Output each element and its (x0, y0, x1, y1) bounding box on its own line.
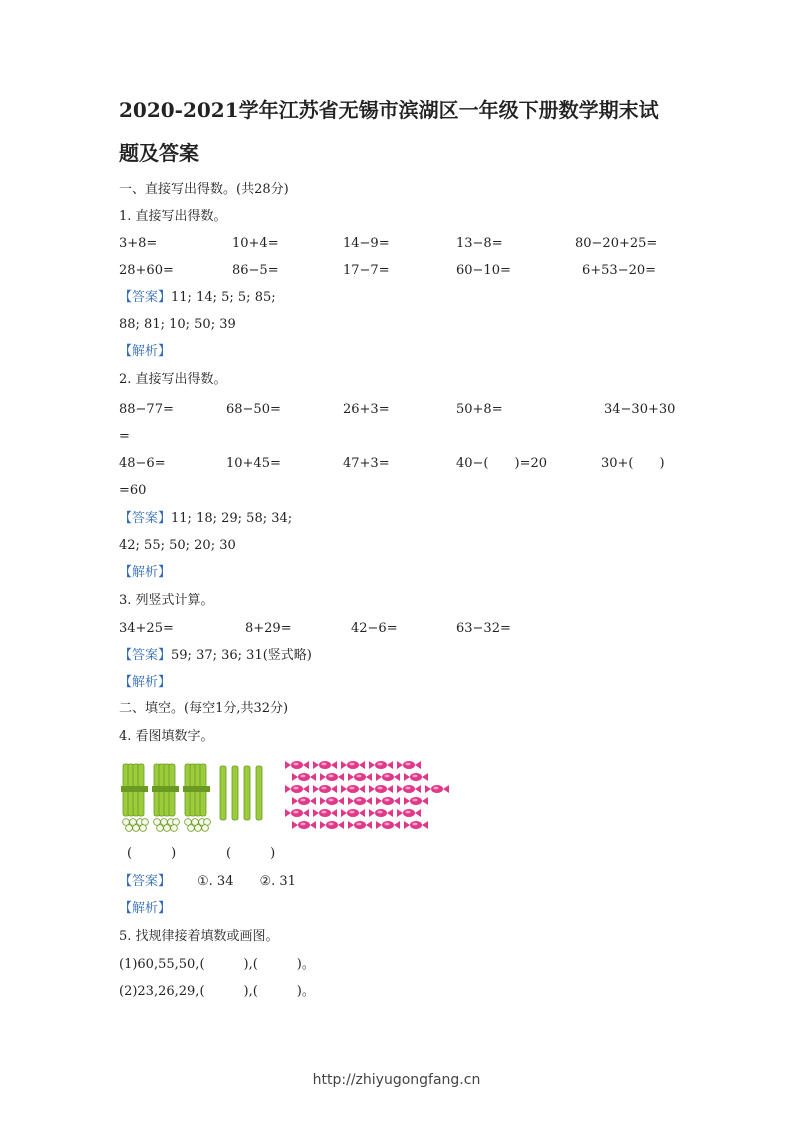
candy (404, 773, 428, 781)
candy (348, 797, 372, 805)
candy (404, 821, 428, 829)
q1-expr: 10+4= (232, 236, 279, 251)
candy (292, 773, 316, 781)
q1-analysis-label: 【解析】 (119, 344, 172, 359)
q3-expr: 8+29= (245, 621, 292, 636)
q1-stem: 1. 直接写出得数。 (119, 209, 227, 224)
q2-expr-wrap: =60 (119, 483, 147, 498)
q3-expr: 42−6= (351, 621, 398, 636)
single-stick (232, 766, 238, 820)
candy (341, 785, 365, 793)
q2-expr: 26+3= (343, 402, 390, 417)
answer-label: 【答案】 (119, 511, 172, 526)
candy (348, 821, 372, 829)
q1-expr: 14−9= (343, 236, 390, 251)
candy (292, 797, 316, 805)
stick-bundles-figure (120, 762, 270, 842)
candy (369, 809, 393, 817)
q2-analysis-label: 【解析】 (119, 565, 172, 580)
q2-answer (119, 511, 292, 527)
q3-expr: 63−32= (456, 621, 511, 636)
candy (404, 797, 428, 805)
candy (397, 785, 421, 793)
q5-line2: (2)23,26,29,( ),( )。 (119, 984, 315, 999)
q1-expr: 28+60= (119, 263, 174, 278)
candy (292, 821, 316, 829)
answer-text: 11; 18; 29; 58; 34; (171, 511, 293, 526)
candy (369, 761, 393, 769)
section-2-heading: 二、填空。(每空1分,共32分) (119, 701, 289, 716)
answer-text: 59; 37; 36; 31(竖式略) (171, 648, 312, 663)
candies-figure (283, 757, 458, 832)
candy (376, 797, 400, 805)
q1-expr: 3+8= (119, 236, 158, 251)
candy (313, 785, 337, 793)
q2-expr: 68−50= (226, 402, 281, 417)
q2-expr-wrap: = (119, 429, 130, 444)
q2-expr: 88−77= (119, 402, 174, 417)
candy (397, 761, 421, 769)
answer-label: 【答案】 (119, 648, 172, 663)
candy (285, 785, 309, 793)
candy (313, 809, 337, 817)
single-stick (256, 766, 262, 820)
q2-answer-cont: 42; 55; 50; 20; 30 (119, 538, 236, 553)
q2-expr: 30+( ) (601, 456, 665, 471)
candy (341, 809, 365, 817)
q4-blank-candies: ( ) (226, 846, 276, 861)
q2-expr: 48−6= (119, 456, 166, 471)
doc-title-line1: 2020-2021学年江苏省无锡市滨湖区一年级下册数学期末试 (119, 98, 659, 122)
candy (369, 785, 393, 793)
q1-expr: 13−8= (456, 236, 503, 251)
q4-answer (119, 874, 296, 890)
q1-expr: 86−5= (232, 263, 279, 278)
candy (397, 809, 421, 817)
q1-expr: 60−10= (456, 263, 511, 278)
candy (320, 773, 344, 781)
candy (285, 809, 309, 817)
candy (313, 761, 337, 769)
answer-text: 11; 14; 5; 5; 85; (171, 290, 276, 305)
q5-stem: 5. 找规律接着填数或画图。 (119, 929, 279, 944)
q2-expr: 10+45= (226, 456, 281, 471)
section-1-heading: 一、直接写出得数。(共28分) (119, 182, 289, 197)
candy (341, 761, 365, 769)
q4-blank-sticks: ( ) (127, 846, 177, 861)
q3-expr: 34+25= (119, 621, 174, 636)
q5-line1: (1)60,55,50,( ),( )。 (119, 957, 315, 972)
candy (376, 773, 400, 781)
q3-analysis-label: 【解析】 (119, 675, 172, 690)
candy (285, 761, 309, 769)
candy (348, 773, 372, 781)
q1-answer (119, 290, 276, 306)
single-stick (220, 766, 226, 820)
answer-label: 【答案】 (119, 290, 172, 305)
q2-expr: 47+3= (343, 456, 390, 471)
candy (320, 797, 344, 805)
stick-bundle (183, 764, 210, 831)
q1-expr: 6+53−20= (582, 263, 657, 278)
single-stick (244, 766, 250, 820)
q1-expr: 80−20+25= (575, 236, 658, 251)
stick-bundle (152, 764, 179, 831)
footer-url: http://zhiyugongfang.cn (312, 1072, 481, 1088)
q3-answer (119, 648, 312, 664)
answer-label: 【答案】 (119, 874, 172, 889)
q2-expr: 50+8= (456, 402, 503, 417)
q2-expr: 40−( )=20 (456, 456, 548, 471)
q2-stem: 2. 直接写出得数。 (119, 372, 227, 387)
candy (376, 821, 400, 829)
q4-analysis-label: 【解析】 (119, 901, 172, 916)
q4-stem: 4. 看图填数字。 (119, 729, 214, 744)
q1-answer-cont: 88; 81; 10; 50; 39 (119, 317, 236, 332)
answer-text: ①. 34 ②. 31 (197, 874, 296, 889)
stick-bundle (121, 764, 148, 831)
q3-stem: 3. 列竖式计算。 (119, 593, 214, 608)
doc-title-line2: 题及答案 (119, 141, 199, 165)
q1-expr: 17−7= (343, 263, 390, 278)
candy (425, 785, 449, 793)
q2-expr: 34−30+30 (604, 402, 676, 417)
candy (320, 821, 344, 829)
